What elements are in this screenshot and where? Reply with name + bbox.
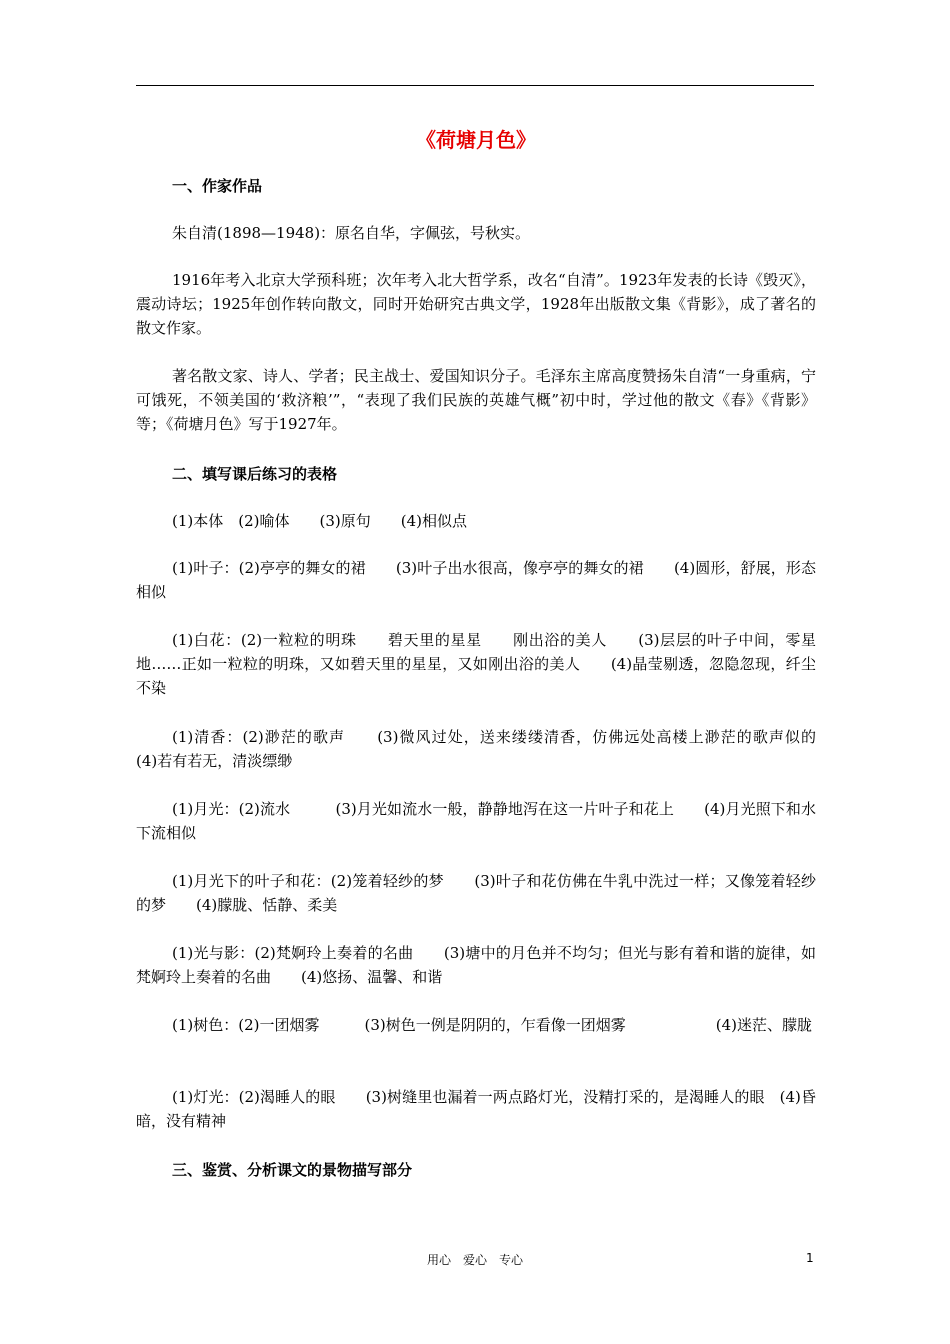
paragraph-tree-color: (1)树色：(2)一团烟雾 (3)树色一例是阴阴的，乍看像一团烟雾 (4)迷茫、朦胧 (172, 1016, 812, 1034)
section-heading-table: 二、填写课后练习的表格 (172, 465, 338, 483)
section-heading-scenery: 三、鉴赏、分析课文的景物描写部分 (172, 1161, 413, 1179)
paragraph-white-flowers: (1)白花：(2)一粒粒的明珠 碧天里的星星 刚出浴的美人 (3)层层的叶子中间，零星地……正如一粒粒的明珠，又如碧天里的星星，又如刚出浴的美人 (4)晶莹剔透，忽隐忽现，纤尘不染 (136, 631, 816, 697)
header-rule (136, 85, 814, 86)
paragraph-lamp-light: (1)灯光：(2)渴睡人的眼 (3)树缝里也漏着一两点路灯光，没精打采的，是渴睡人的眼 (4)昏暗，没有精神 (136, 1088, 816, 1130)
paragraph-moonlight: (1)月光：(2)流水 (3)月光如流水一般，静静地泻在这一片叶子和花上 (4)月光照下和水下流相似 (136, 800, 816, 842)
paragraph-table-header: (1)本体 (2)喻体 (3)原句 (4)相似点 (172, 512, 467, 530)
paragraph-author-career: 1916年考入北京大学预科班；次年考入北大哲学系，改名“自清”。1923年发表的长诗《毁灭》，震动诗坛；1925年创作转向散文，同时开始研究古典文学，1928年出版散文集《背影》，成了著名的散文作家。 (136, 271, 816, 337)
paragraph-leaves-flowers: (1)月光下的叶子和花：(2)笼着轻纱的梦 (3)叶子和花仿佛在牛乳中洗过一样；又像笼着轻纱的梦 (4)朦胧、恬静、柔美 (136, 872, 816, 914)
section-heading-author: 一、作家作品 (172, 177, 263, 195)
paragraph-author-praise: 著名散文家、诗人、学者；民主战士、爱国知识分子。毛泽东主席高度赞扬朱自清“一身重病，宁可饿死，不领美国的‘救济粮’”，“表现了我们民族的英雄气概”初中时，学过他的散文《春》《背影》等；《荷塘月色》写于1927年。 (136, 367, 816, 433)
paragraph-author-intro: 朱自清(1898—1948)：原名自华，字佩弦，号秋实。 (172, 224, 531, 242)
paragraph-leaves: (1)叶子：(2)亭亭的舞女的裙 (3)叶子出水很高，像亭亭的舞女的裙 (4)圆形，舒展，形态相似 (136, 559, 816, 601)
paragraph-light-shadow: (1)光与影：(2)梵婀玲上奏着的名曲 (3)塘中的月色并不均匀；但光与影有着和谐的旋律，如梵婀玲上奏着的名曲 (4)悠扬、温馨、和谐 (136, 944, 816, 986)
footer-motto: 用心 爱心 专心 (426, 1253, 523, 1267)
document-title: 《荷塘月色》 (416, 128, 536, 152)
paragraph-fragrance: (1)清香：(2)渺茫的歌声 (3)微风过处，送来缕缕清香，仿佛远处高楼上渺茫的歌声似的 (4)若有若无，清淡缥缈 (136, 728, 847, 770)
page-number: 1 (806, 1251, 814, 1265)
